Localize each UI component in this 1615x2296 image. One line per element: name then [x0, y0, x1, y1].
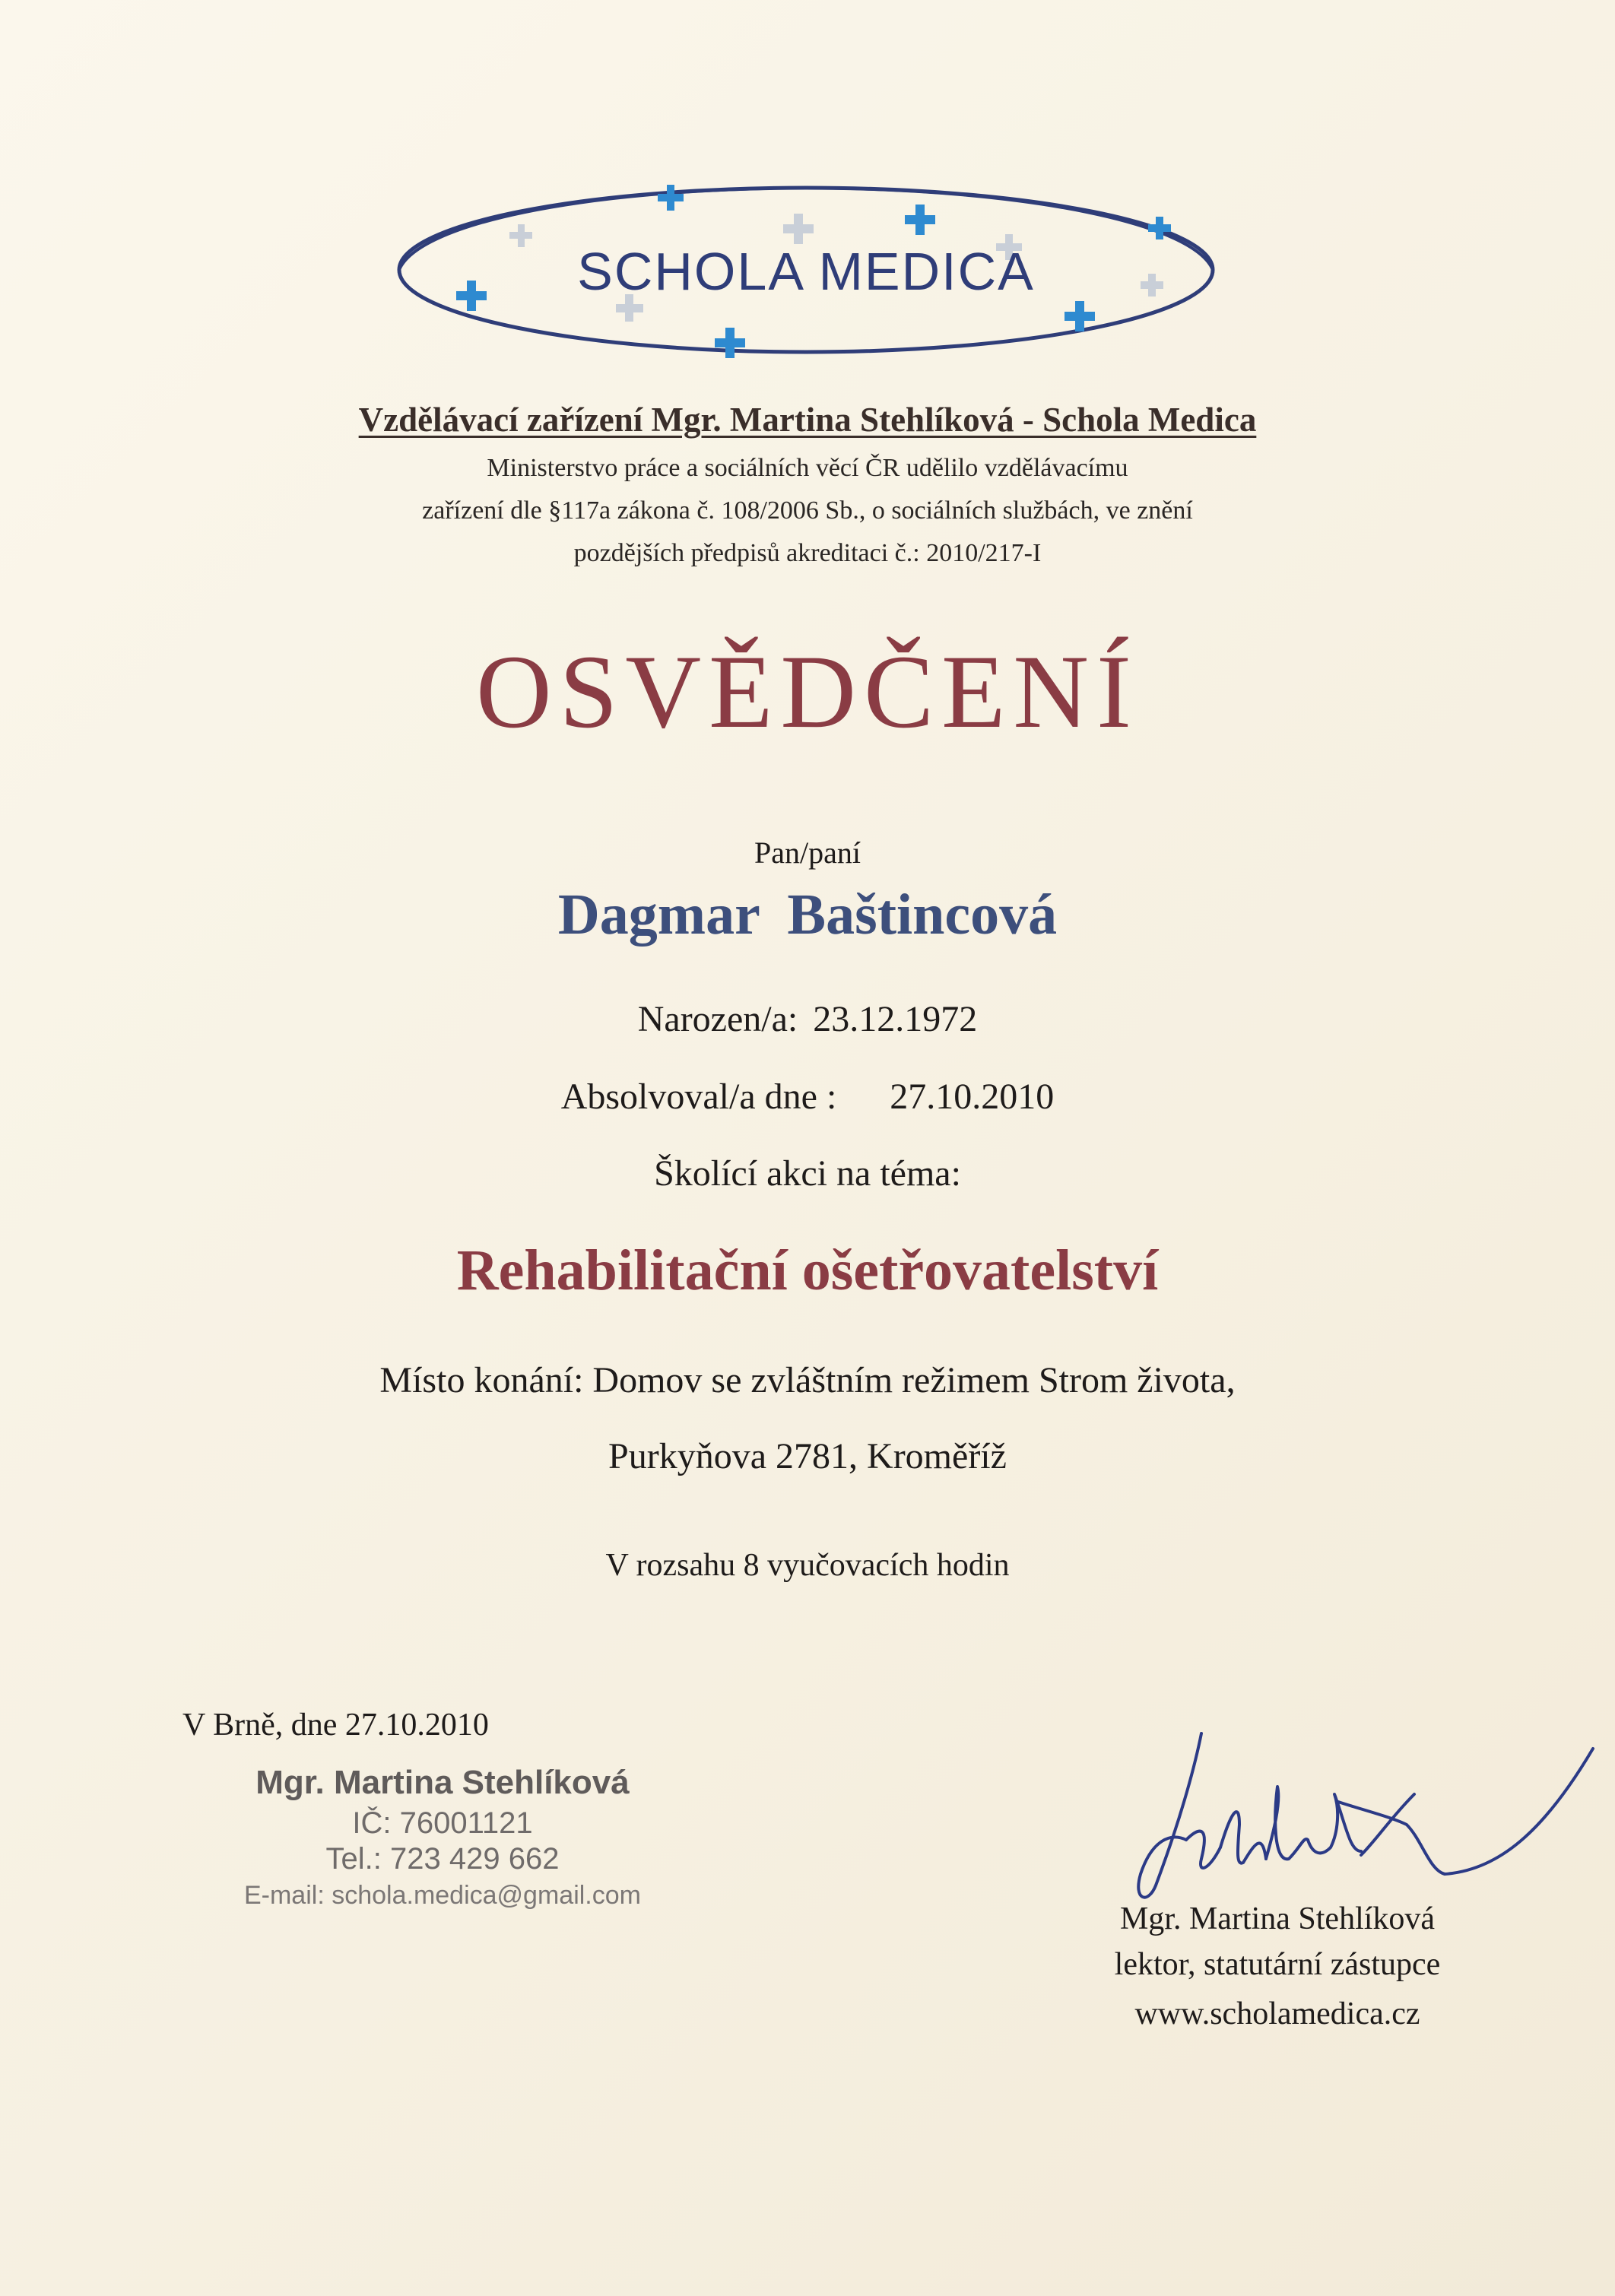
- stamp-name: Mgr. Martina Stehlíková: [255, 1764, 630, 1801]
- stamp-company-id: IČ: 76001121: [352, 1806, 533, 1840]
- accreditation-line: Ministerstvo práce a sociálních věcí ČR udělilo vzdělávacímu: [487, 454, 1128, 482]
- accreditation-line: zařízení dle §117a zákona č. 108/2006 Sb., o sociálních službách, ve znění: [422, 496, 1193, 525]
- logo-text: SCHOLA MEDICA: [577, 242, 1035, 301]
- accreditation-line: pozdějších předpisů akreditaci č.: 2010/217-I: [573, 539, 1042, 567]
- birth-date-row: [0, 998, 1615, 1040]
- institution-title: Vzdělávací zařízení Mgr. Martina Stehlíková - Schola Medica: [358, 401, 1257, 439]
- completion-date-row: [0, 1076, 1615, 1118]
- handwritten-signature: [1087, 1718, 1604, 1916]
- certificate-title: OSVĚDČENÍ: [476, 633, 1139, 750]
- stamp-email: E-mail: schola.medica@gmail.com: [243, 1881, 641, 1910]
- signer-website: www.scholamedica.cz: [1134, 1996, 1420, 2031]
- recipient-name: Dagmar Baštincová: [557, 883, 1058, 947]
- place-and-date: V Brně, dne 27.10.2010: [182, 1708, 489, 1743]
- birth-date-label: Narozen/a:: [637, 999, 798, 1039]
- signer-role: lektor, statutární zástupce: [1114, 1947, 1441, 1982]
- topic-label: Školící akci na téma:: [654, 1153, 961, 1194]
- completion-date-value: 27.10.2010: [890, 1077, 1055, 1117]
- course-topic: Rehabilitační ošetřovatelství: [456, 1238, 1159, 1302]
- venue-line-1: Místo konání: Domov se zvláštním režimem Strom života,: [379, 1360, 1236, 1400]
- schola-medica-logo: [388, 179, 1224, 361]
- salutation: Pan/paní: [754, 836, 861, 870]
- signer-name: Mgr. Martina Stehlíková: [1119, 1901, 1436, 1936]
- organization-stamp: [214, 1764, 671, 1911]
- stamp-phone: Tel.: 723 429 662: [325, 1842, 560, 1876]
- course-scope: V rozsahu 8 vyučovacích hodin: [605, 1548, 1010, 1583]
- birth-date-value: 23.12.1972: [813, 999, 978, 1039]
- institution-accreditation: [0, 447, 1615, 575]
- completion-date-label: Absolvoval/a dne :: [560, 1077, 837, 1117]
- venue-line-2: Purkyňova 2781, Kroměříž: [608, 1436, 1007, 1476]
